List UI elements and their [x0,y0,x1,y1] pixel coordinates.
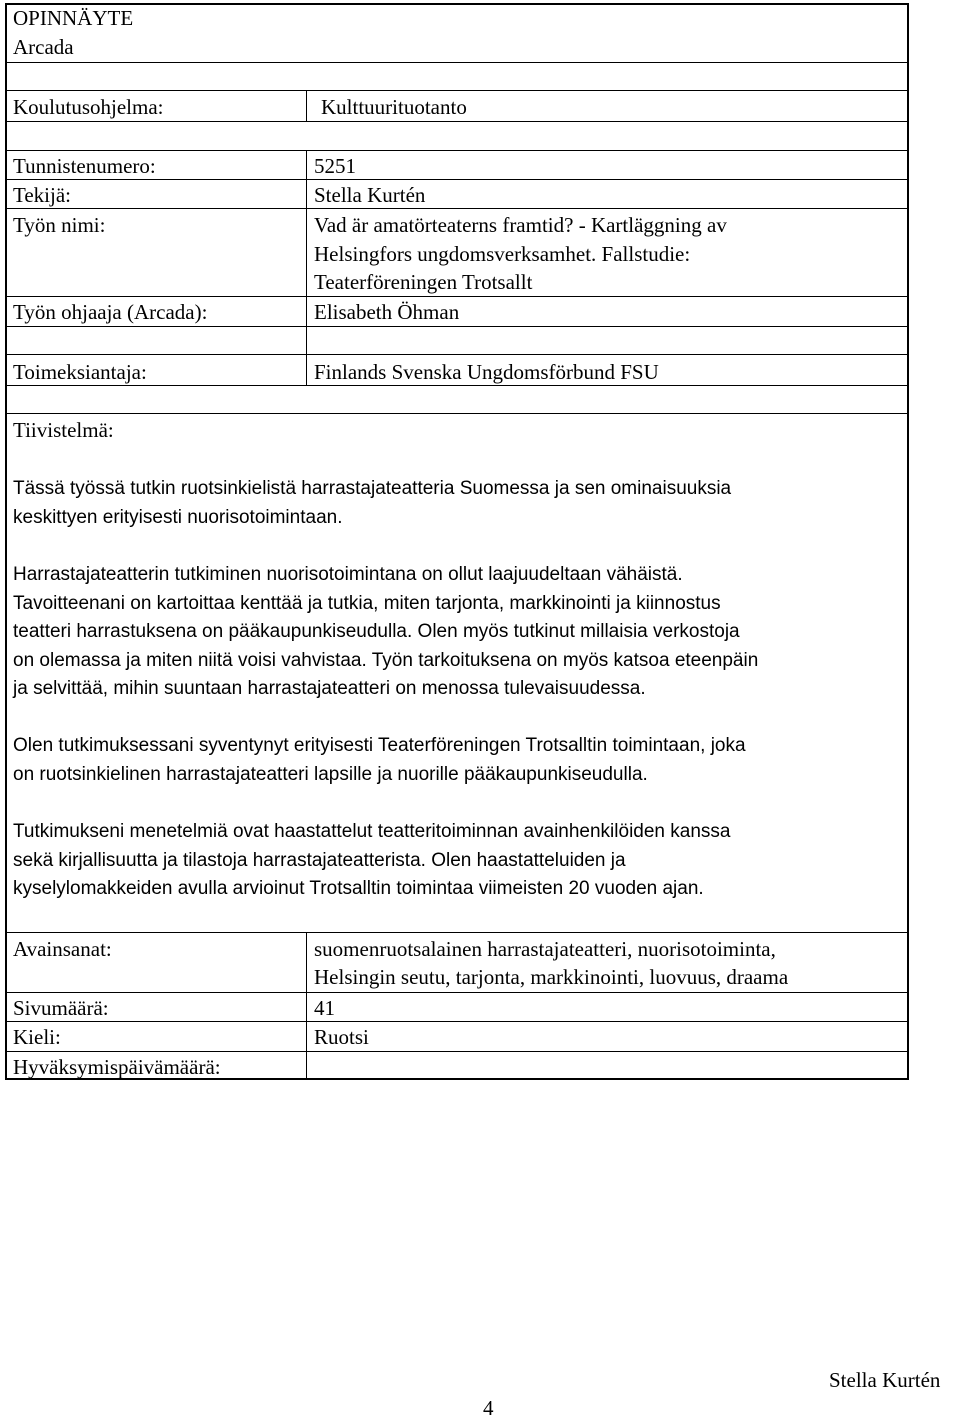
row-divider [5,90,909,91]
column-divider [306,90,307,121]
abstract-line: on ruotsinkielinen harrastajateatteri lapsille ja nuorille pääkaupunkiseudulla. [13,763,648,785]
row-divider [5,1051,909,1052]
abstract-line: Tässä työssä tutkin ruotsinkielistä harrastajateatteria Suomessa ja sen ominaisuuksia [13,478,732,499]
keywords-line-1: suomenruotsalainen harrastajateatteri, nuorisotoiminta, [314,937,776,961]
abstract-line: teatteri harrastuksena on pääkaupunkiseudulla. Olen myös tutkinut millaisia verkostoja [13,621,740,642]
abstract-line: on olemassa ja miten niitä voisi vahvistaa. Työn tarkoituksena on myös katsoa eteenpäin [13,649,759,671]
row-divider [5,1021,909,1022]
column-divider [306,932,307,1080]
abstract-paragraph-2 [13,561,903,704]
abstract-paragraph-4 [13,818,903,904]
keywords-line-2: Helsingin seutu, tarjonta, markkinointi, luovuus, draama [314,965,789,989]
row-divider [5,932,909,933]
id-value: 5251 [314,154,356,178]
abstract-line: ja selvittää, mihin suuntaan harrastajateatteri on menossa tulevaisuudessa. [13,678,646,699]
author-value: Stella Kurtén [314,183,426,207]
programme-value: Kulttuurituotanto [321,95,467,119]
footer-author: Stella Kurtén [829,1368,941,1392]
abstract-line: Harrastajateatterin tutkiminen nuorisotoimintana on ollut laajuudeltaan vähäistä. [13,564,683,585]
column-divider [306,150,307,385]
row-divider [5,62,909,63]
row-divider [5,354,909,355]
programme-label: Koulutusohjelma: [13,95,164,119]
page-number: 4 [483,1396,494,1420]
abstract-line: Olen tutkimuksessani syventynyt erityisesti Teaterföreningen Trotsalltin toimintaan, joka [13,735,746,756]
title-line-3: Teaterföreningen Trotsallt [314,270,533,294]
row-divider [5,208,909,209]
pages-value: 41 [314,996,335,1020]
language-value: Ruotsi [314,1025,369,1049]
commissioner-label: Toimeksiantaja: [13,360,147,384]
abstract-line: Tutkimukseni menetelmiä ovat haastattelut teatteritoiminnan avainhenkilöiden kanssa [13,821,731,842]
document-type: OPINNÄYTE [13,6,134,30]
row-divider [5,150,909,151]
abstract-line: keskittyen erityisesti nuorisotoimintaan. [13,506,343,528]
abstract-line: kyselylomakkeiden avulla arvioinut Trotsalltin toimintaa viimeisten 20 vuoden ajan. [13,878,704,899]
pages-label: Sivumäärä: [13,996,109,1020]
language-label: Kieli: [13,1025,61,1049]
keywords-label: Avainsanat: [13,937,112,961]
supervisor-value: Elisabeth Öhman [314,300,460,324]
institution-name: Arcada [13,35,74,59]
abstract-paragraph-1 [13,475,903,532]
title-label: Työn nimi: [13,213,106,237]
abstract-line: sekä kirjallisuutta ja tilastoja harrastajateatterista. Olen haastatteluiden ja [13,849,626,871]
title-line-1: Vad är amatörteaterns framtid? - Kartläggning av [314,213,727,237]
approval-date-label: Hyväksymispäivämäärä: [13,1055,221,1079]
abstract-paragraph-3 [13,732,903,789]
row-divider [5,413,909,414]
commissioner-value: Finlands Svenska Ungdomsförbund FSU [314,360,659,384]
title-line-2: Helsingfors ungdomsverksamhet. Fallstudie: [314,242,691,266]
supervisor-label: Työn ohjaaja (Arcada): [13,300,208,324]
author-label: Tekijä: [13,183,72,207]
abstract-line: Tavoitteenani on kartoittaa kenttää ja tutkia, miten tarjonta, markkinointi ja kiinnostus [13,592,721,614]
row-divider [5,992,909,993]
id-label: Tunnistenumero: [13,154,156,178]
abstract-label: Tiivistelmä: [13,418,114,442]
